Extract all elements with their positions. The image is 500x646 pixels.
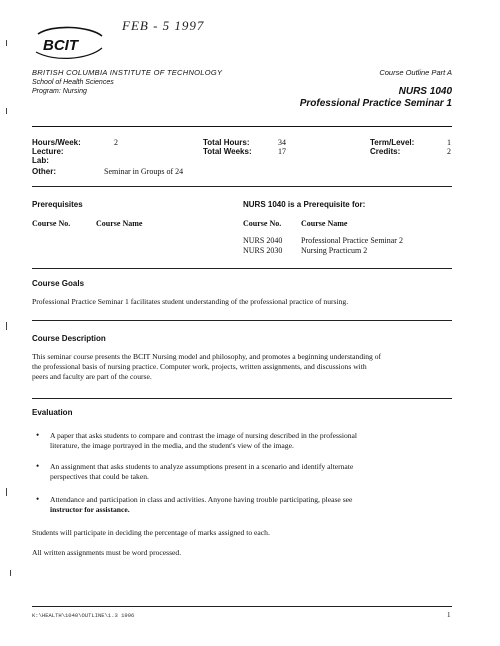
bullet-icon: •: [36, 430, 40, 440]
other-label: Other:: [32, 167, 56, 176]
divider: [32, 398, 452, 399]
term-level-value: 1: [447, 138, 451, 147]
divider: [32, 186, 452, 187]
prereq-for-col-course-no: Course No.: [243, 219, 282, 228]
page-number: 1: [447, 611, 451, 619]
bullet-icon: •: [36, 461, 40, 471]
scan-mark: [6, 322, 7, 330]
prerequisites-heading: Prerequisites: [32, 200, 83, 209]
divider: [32, 606, 452, 607]
evaluation-item-line: perspectives that could be taken.: [50, 472, 149, 481]
course-code: NURS 1040: [398, 86, 452, 97]
hours-week-label: Hours/Week:: [32, 138, 81, 147]
scan-mark: [6, 108, 7, 114]
prereq-row-course-name: Professional Practice Seminar 2: [301, 236, 403, 245]
lecture-label: Lecture:: [32, 147, 64, 156]
evaluation-item-line: instructor for assistance.: [50, 505, 130, 514]
divider: [32, 320, 452, 321]
term-level-label: Term/Level:: [370, 138, 415, 147]
course-description-heading: Course Description: [32, 334, 106, 343]
prereq-col-course-name: Course Name: [96, 219, 143, 228]
course-description-line: peers and faculty are part of the course.: [32, 372, 152, 381]
divider: [32, 126, 452, 127]
prereq-col-course-no: Course No.: [32, 219, 71, 228]
outline-label: Course Outline Part A: [379, 68, 452, 77]
evaluation-item-line: An assignment that asks students to analyze assumptions present in a scenario and identify alternate: [50, 462, 354, 471]
course-goals-text: Professional Practice Seminar 1 facilitates student understanding of the professional practice of nursing.: [32, 297, 349, 306]
scan-mark: [6, 40, 7, 46]
date-stamp: FEB - 5 1997: [122, 18, 205, 33]
prereq-row-course-no: NURS 2030: [243, 246, 283, 255]
course-goals-heading: Course Goals: [32, 279, 85, 288]
evaluation-note: All written assignments must be word processed.: [32, 548, 182, 557]
course-description-line: This seminar course presents the BCIT Nursing model and philosophy, and promotes a beginning understanding of: [32, 352, 382, 361]
prereq-for-col-course-name: Course Name: [301, 219, 348, 228]
course-title: Professional Practice Seminar 1: [299, 98, 452, 109]
evaluation-item-line: Attendance and participation in class and activities. Anyone having trouble participating, please see: [50, 495, 353, 504]
total-weeks-label: Total Weeks:: [203, 147, 252, 156]
program-name: Program: Nursing: [32, 88, 87, 95]
bullet-icon: •: [36, 494, 40, 504]
evaluation-note: Students will participate in deciding the percentage of marks assigned to each.: [32, 528, 270, 537]
prereq-row-course-no: NURS 2040: [243, 236, 283, 245]
institution-name: BRITISH COLUMBIA INSTITUTE OF TECHNOLOGY: [32, 68, 223, 77]
bcit-logo: [32, 26, 106, 60]
lab-label: Lab:: [32, 156, 49, 165]
total-hours-value: 34: [278, 138, 286, 147]
evaluation-item-line: A paper that asks students to compare and contrast the image of nursing described in the professional: [50, 431, 358, 440]
prerequisite-for-heading: NURS 1040 is a Prerequisite for:: [243, 200, 366, 209]
scan-mark: [6, 488, 7, 496]
course-description-line: the professional basis of nursing practice. Computer work, projects, written assignments, and discussions with: [32, 362, 367, 371]
evaluation-item-line: literature, the image portrayed in the media, and the student's view of the image.: [50, 441, 294, 450]
total-weeks-value: 17: [278, 147, 286, 156]
hours-week-value: 2: [114, 138, 118, 147]
divider: [32, 268, 452, 269]
school-name: School of Health Sciences: [32, 79, 114, 86]
footer-file-code: K:\HEALTH\1040\OUTLINE\1.3 1996: [32, 612, 135, 619]
evaluation-heading: Evaluation: [32, 408, 73, 417]
other-value: Seminar in Groups of 24: [104, 167, 184, 176]
total-hours-label: Total Hours:: [203, 138, 250, 147]
credits-label: Credits:: [370, 147, 401, 156]
scan-mark: [10, 570, 11, 576]
logo-text: BCIT: [43, 37, 78, 54]
prereq-row-course-name: Nursing Practicum 2: [301, 246, 368, 255]
credits-value: 2: [447, 147, 451, 156]
